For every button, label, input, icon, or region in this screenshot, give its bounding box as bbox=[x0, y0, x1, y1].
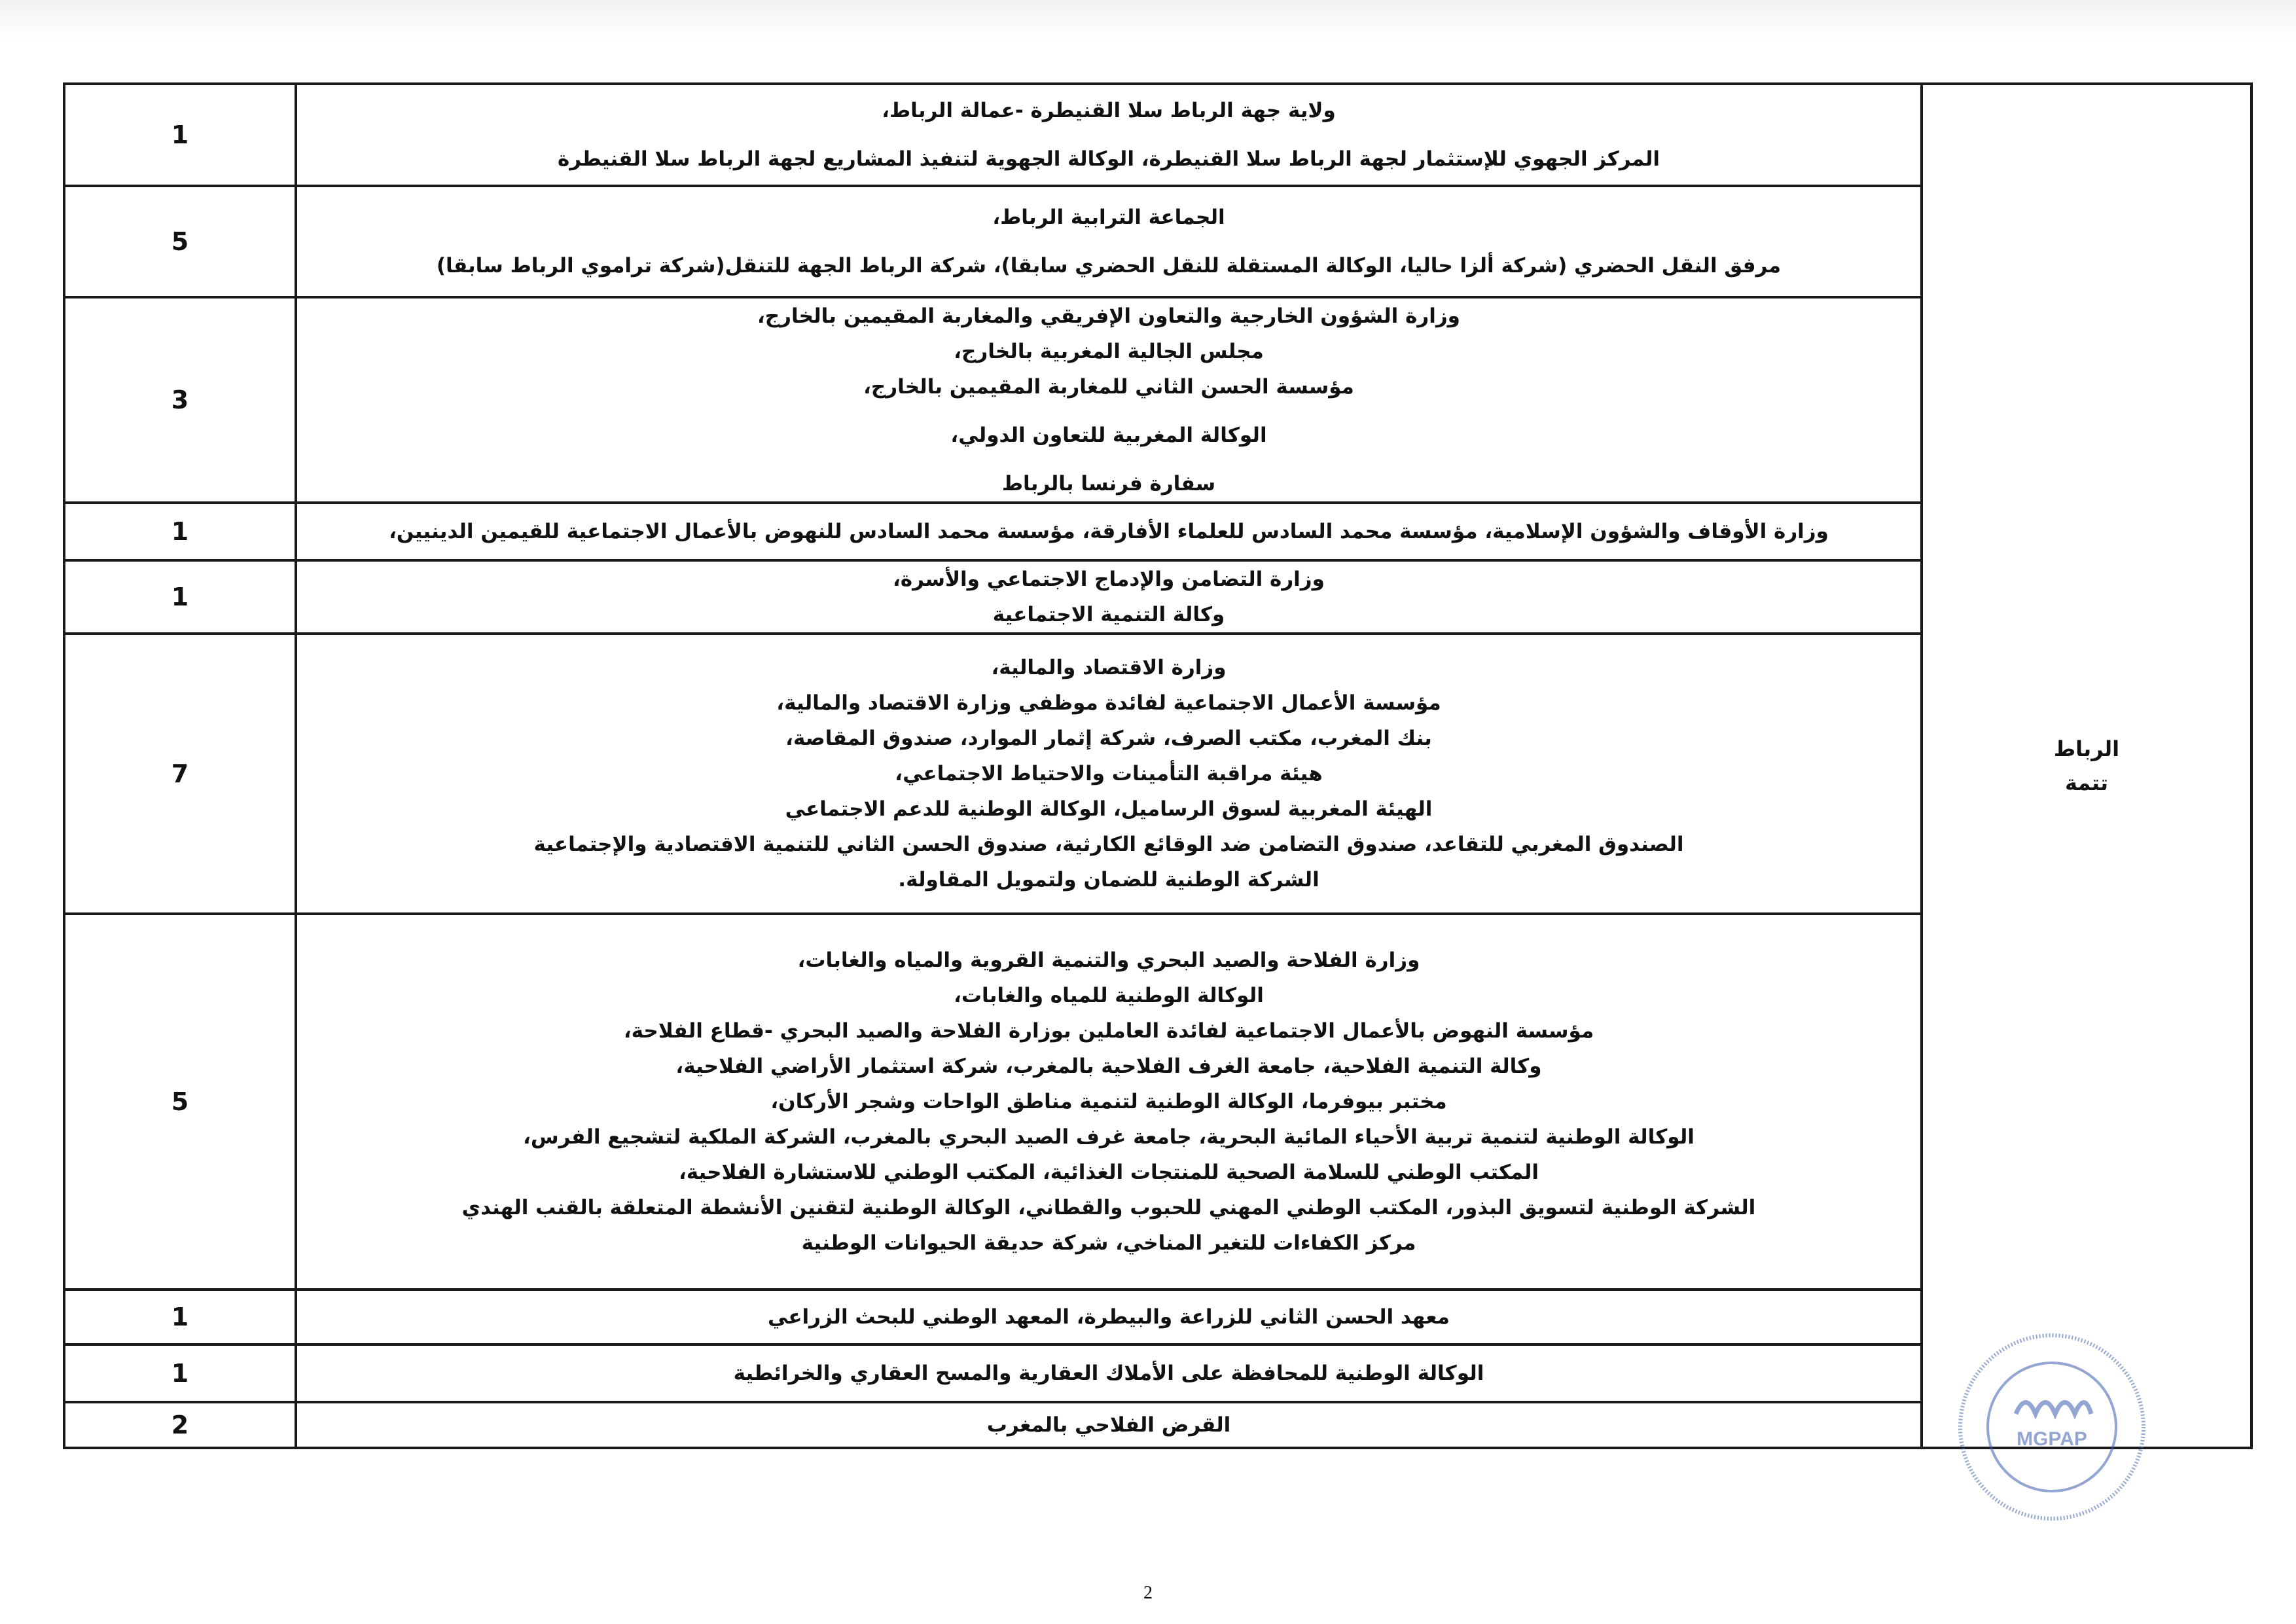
entity-line: الهيئة المغربية لسوق الرساميل، الوكالة الوطنية للدعم الاجتماعي bbox=[785, 797, 1433, 821]
entities-cell bbox=[296, 560, 1922, 634]
count-cell: 5 bbox=[64, 914, 296, 1290]
entity-line: الوكالة الوطنية للمياه والغابات، bbox=[954, 984, 1264, 1007]
entity-line: وزارة التضامن والإدماج الاجتماعي والأسرة، bbox=[893, 568, 1325, 591]
entity-line: معهد الحسن الثاني للزراعة والبيطرة، المعهد الوطني للبحث الزراعي bbox=[768, 1305, 1450, 1329]
entity-line: المركز الجهوي للإستثمار لجهة الرباط سلا القنيطرة، الوكالة الجهوية لتنفيذ المشاريع لجهة الرباط سلا القنيطرة bbox=[557, 147, 1660, 171]
entity-line: مرفق النقل الحضري (شركة ألزا حاليا، الوكالة المستقلة للنقل الحضري سابقا)، شركة الرباط الجهة للتنقل(شركة تراموي الرباط سابقا) bbox=[436, 254, 1782, 278]
entity-line: المكتب الوطني للسلامة الصحية للمنتجات الغذائية، المكتب الوطني للاستشارة الفلاحية، bbox=[678, 1161, 1539, 1184]
entity-line: الشركة الوطنية لتسويق البذور، المكتب الوطني المهني للحبوب والقطاني، الوكالة الوطنية لتقنين الأنشطة المتعلقة بالقنب الهندي bbox=[461, 1196, 1756, 1219]
entity-line: القرض الفلاحي بالمغرب bbox=[986, 1413, 1231, 1437]
entities-cell bbox=[296, 914, 1922, 1290]
count-cell: 5 bbox=[64, 186, 296, 297]
entity-line: مختبر بيوفرما، الوكالة الوطنية لتنمية مناطق الواحات وشجر الأركان، bbox=[770, 1090, 1447, 1113]
region-suffix: تتمة bbox=[2065, 770, 2108, 795]
entity-line: وزارة الفلاحة والصيد البحري والتنمية القروية والمياه والغابات، bbox=[797, 948, 1420, 972]
entities-cell bbox=[296, 1402, 1922, 1448]
stamp-emblem-icon bbox=[2016, 1403, 2091, 1415]
entities-cell bbox=[296, 1290, 1922, 1344]
entity-line: الجماعة الترابية الرباط، bbox=[992, 206, 1225, 229]
entity-line: الصندوق المغربي للتقاعد، صندوق التضامن ضد الوقائع الكارثية، صندوق الحسن الثاني للتنمية الاقتصادية والإجتماعية bbox=[533, 833, 1684, 856]
count-cell: 1 bbox=[64, 503, 296, 560]
count-cell: 2 bbox=[64, 1402, 296, 1448]
entities-table bbox=[63, 82, 2253, 1449]
entity-line: مركز الكفاءات للتغير المناخي، شركة حديقة الحيوانات الوطنية bbox=[801, 1231, 1416, 1255]
count-cell: 1 bbox=[64, 1290, 296, 1344]
entity-line: الشركة الوطنية للضمان ولتمويل المقاولة. bbox=[898, 868, 1319, 892]
entities-cell bbox=[296, 186, 1922, 297]
entity-line: مؤسسة النهوض بالأعمال الاجتماعية لفائدة العاملين بوزارة الفلاحة والصيد البحري -قطاع الفلاحة، bbox=[623, 1019, 1594, 1043]
entity-line: وكالة التنمية الفلاحية، جامعة الغرف الفلاحية بالمغرب، شركة استثمار الأراضي الفلاحية، bbox=[675, 1055, 1542, 1078]
official-stamp bbox=[1954, 1329, 2150, 1525]
entities-cell bbox=[296, 1344, 1922, 1402]
entities-cell bbox=[296, 634, 1922, 914]
count-cell: 1 bbox=[64, 560, 296, 634]
entity-line: مؤسسة الحسن الثاني للمغاربة المقيمين بالخارج، bbox=[863, 375, 1354, 399]
entities-cell bbox=[296, 84, 1922, 186]
entity-line: مؤسسة الأعمال الاجتماعية لفائدة موظفي وزارة الاقتصاد والمالية، bbox=[776, 691, 1441, 715]
entity-line: الوكالة الوطنية للمحافظة على الأملاك العقارية والمسح العقاري والخرائطية bbox=[733, 1362, 1484, 1385]
entity-line: سفارة فرنسا بالرباط bbox=[1001, 472, 1216, 496]
entity-line: وزارة الاقتصاد والمالية، bbox=[991, 656, 1227, 679]
table-row bbox=[64, 84, 2251, 186]
scan-edge bbox=[0, 0, 2296, 39]
count-cell: 1 bbox=[64, 84, 296, 186]
entity-line: الوكالة المغربية للتعاون الدولي، bbox=[950, 424, 1267, 447]
entity-line: بنك المغرب، مكتب الصرف، شركة إثمار الموارد، صندوق المقاصة، bbox=[785, 727, 1432, 750]
count-cell: 3 bbox=[64, 297, 296, 503]
entity-line: ولاية جهة الرباط سلا القنيطرة -عمالة الرباط، bbox=[882, 99, 1336, 122]
entities-cell bbox=[296, 297, 1922, 503]
region-name: الرباط bbox=[2053, 736, 2120, 761]
entity-line: الوكالة الوطنية لتنمية تربية الأحياء المائية البحرية، جامعة غرف الصيد البحري بالمغرب، الشركة الملكية لتشجيع الفرس، bbox=[523, 1125, 1695, 1149]
region-cell bbox=[1922, 84, 2251, 1448]
count-cell: 7 bbox=[64, 634, 296, 914]
entities-cell bbox=[296, 503, 1922, 560]
entity-line: هيئة مراقبة التأمينات والاحتياط الاجتماعي، bbox=[895, 762, 1323, 785]
entity-line: وكالة التنمية الاجتماعية bbox=[992, 603, 1225, 626]
entity-line: وزارة الأوقاف والشؤون الإسلامية، مؤسسة محمد السادس للعلماء الأفارقة، مؤسسة محمد السادس للنهوض بالأعمال الاجتماعية للقيمين الدينيين، bbox=[389, 520, 1829, 543]
count-cell: 1 bbox=[64, 1344, 296, 1402]
page-number: 2 bbox=[1143, 1583, 1153, 1603]
stamp-text: MGPAP bbox=[2017, 1428, 2087, 1450]
entity-line: وزارة الشؤون الخارجية والتعاون الإفريقي والمغاربة المقيمين بالخارج، bbox=[757, 304, 1460, 328]
entity-line: مجلس الجالية المغربية بالخارج، bbox=[954, 340, 1264, 363]
